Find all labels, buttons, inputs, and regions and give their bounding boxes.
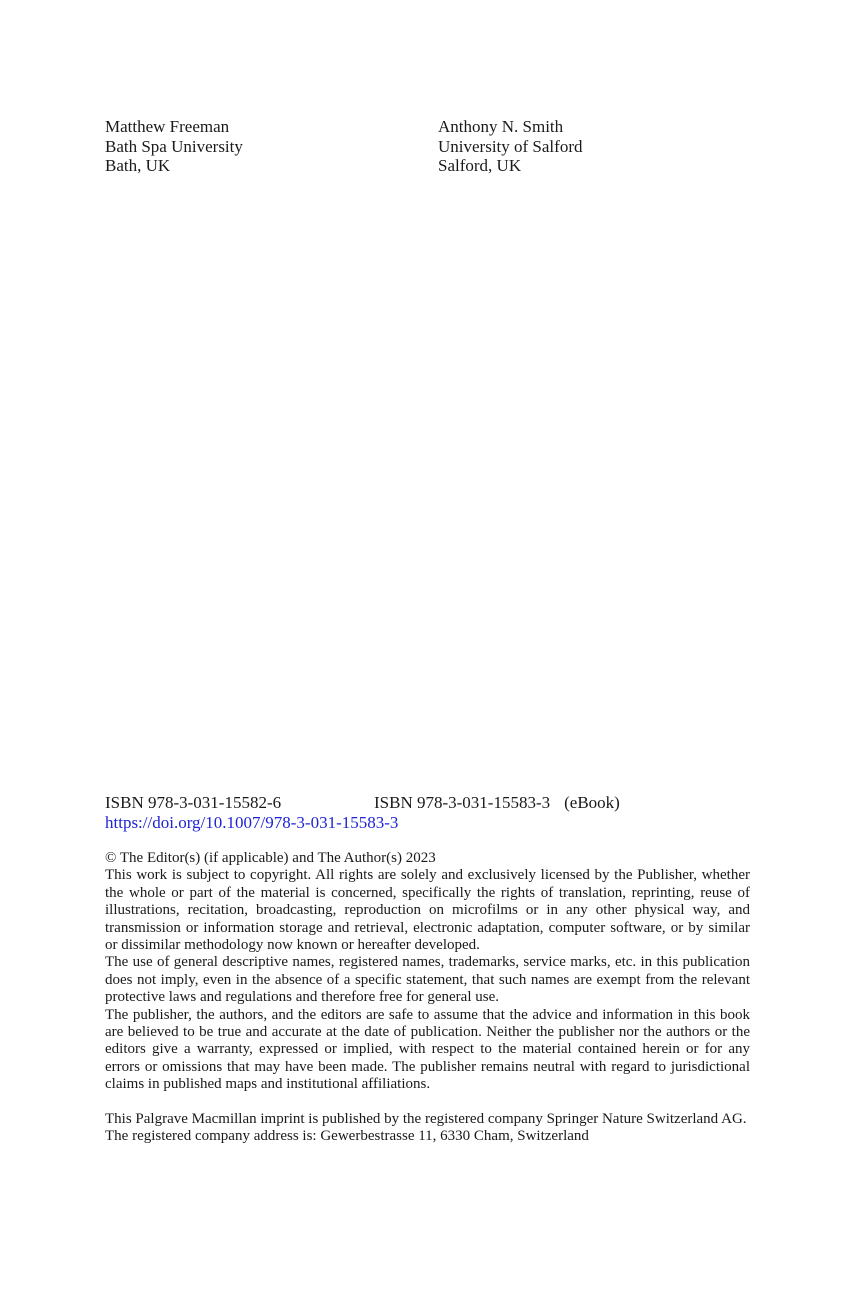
ebook-tag: (eBook) xyxy=(564,793,620,812)
spacer xyxy=(105,1094,750,1111)
names-paragraph: The use of general descriptive names, registered names, trademarks, service marks, etc. in this publication does not imply, even in the absence of a specific statement, that such names are exempt from the relevant protective laws and regulations and therefore free for general use. xyxy=(105,954,750,1006)
editor-block-2 xyxy=(438,117,582,176)
editor-block-1 xyxy=(105,117,243,176)
disclaimer-paragraph: The publisher, the authors, and the editors are safe to assume that the advice and information in this book are believed to be true and accurate at the date of publication. Neither the publisher nor the authors or the editors give a warranty, expressed or implied, with respect to the material contained herein or for any errors or omissions that may have been made. The publisher remains neutral with regard to jurisdictional claims in published maps and institutional affiliations. xyxy=(105,1006,750,1093)
rights-paragraph: This work is subject to copyright. All rights are solely and exclusively licensed by the Publisher, whether the whole or part of the material is concerned, specifically the rights of translation, reprinting, reuse of illustrations, recitation, broadcasting, reproduction on microfilms or in any other physical way, and transmission or information storage and retrieval, electronic adaptation, computer software, or by similar or dissimilar methodology now known or hereafter developed. xyxy=(105,867,750,954)
copyright-line: © The Editor(s) (if applicable) and The Author(s) 2023 xyxy=(105,850,436,866)
isbn-ebook-group xyxy=(374,793,620,813)
isbn-line xyxy=(105,793,750,813)
doi-link[interactable]: https://doi.org/10.1007/978-3-031-15583-3 xyxy=(105,813,399,832)
isbn-block xyxy=(105,793,750,833)
editor-name: Anthony N. Smith xyxy=(438,117,564,136)
legal-notice xyxy=(105,850,750,1146)
editor-name: Matthew Freeman xyxy=(105,117,230,136)
editor-location: Salford, UK xyxy=(438,156,522,175)
doi-line xyxy=(105,813,750,833)
editor-affiliation: University of Salford xyxy=(438,136,583,156)
address-line: The registered company address is: Gewerbestrasse 11, 6330 Cham, Switzerland xyxy=(105,1128,589,1145)
isbn-print: ISBN 978-3-031-15582-6 xyxy=(105,793,282,812)
imprint-paragraph: This Palgrave Macmillan imprint is published by the registered company Springer Nature Switzerland AG. xyxy=(105,1111,747,1128)
isbn-ebook: ISBN 978-3-031-15583-3 xyxy=(374,793,551,812)
editor-affiliation: Bath Spa University xyxy=(105,136,243,156)
editor-location: Bath, UK xyxy=(105,156,171,175)
